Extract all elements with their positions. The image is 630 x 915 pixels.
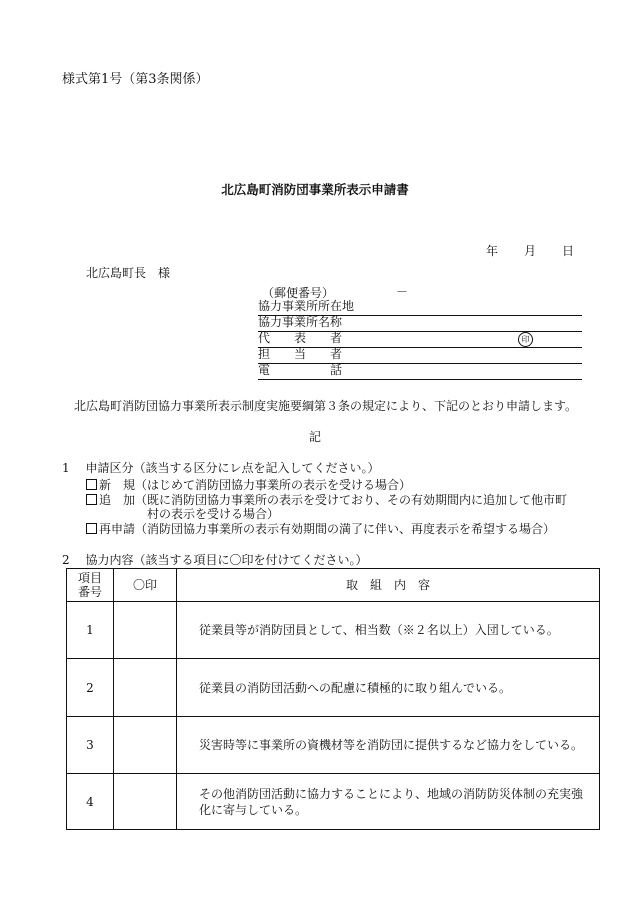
checkbox-add[interactable] [86, 494, 97, 505]
phone-label: 電 話 [258, 363, 343, 377]
company-name-label: 協力事業所名称 [258, 315, 343, 329]
row-mark-cell[interactable] [114, 774, 177, 830]
header-item-number-text: 項目 番号 [77, 571, 102, 599]
person-in-charge-field[interactable] [258, 347, 582, 364]
phone-field[interactable] [258, 363, 582, 380]
person-in-charge-label: 担 当 者 [258, 347, 343, 361]
row-number: 3 [67, 717, 114, 774]
date-month-label: 月 [524, 244, 537, 258]
company-name-field[interactable] [258, 315, 582, 332]
option-new-label: 新 規（はじめて消防団協力事業所の表示を受ける場合） [99, 478, 412, 492]
application-statement: 北広島町消防団協力事業所表示制度実施要綱第３条の規定により、下記のとおり申請します。 [74, 399, 578, 413]
row-mark-cell[interactable] [114, 717, 177, 774]
table-row [67, 659, 600, 717]
date-year-label: 年 [486, 244, 499, 258]
option-reapply[interactable] [86, 520, 555, 537]
table-row [67, 717, 600, 774]
section2-heading: 2 協力内容（該当する項目に〇印を付けてください。） [62, 553, 368, 567]
row-content: 災害時等に事業所の資機材等を消防団に提供するなど協力をしている。 [177, 717, 600, 774]
location-label: 協力事業所所在地 [258, 299, 355, 313]
row-content: 従業員等が消防団員として、相当数（※２名以上）入団している。 [177, 602, 600, 659]
table-row [67, 774, 600, 830]
header-content: 取 組 内 容 [177, 569, 600, 602]
form-number: 様式第1号（第3条関係） [62, 72, 209, 87]
row-number: 4 [67, 774, 114, 830]
checkbox-reapply[interactable] [86, 523, 97, 534]
document-title: 北広島町消防団事業所表示申請書 [221, 182, 409, 197]
table-row [67, 602, 600, 659]
representative-field[interactable] [258, 331, 582, 348]
table-header-row [67, 569, 600, 602]
date-day-label: 日 [562, 244, 575, 258]
option-add-continuation: 村の表示を受ける場合） [147, 507, 280, 521]
addressee: 北広島町長 様 [86, 266, 171, 280]
row-number: 1 [67, 602, 114, 659]
row-number: 2 [67, 659, 114, 717]
ki-heading: 記 [308, 430, 321, 444]
option-add-label: 追 加（既に消防団協力事業所の表示を受けており、その有効期間内に追加して他市町 [99, 493, 568, 507]
postal-code-dash: － [396, 285, 409, 299]
row-content: その他消防団活動に協力することにより、地域の消防防災体制の充実強化に寄与している。 [177, 774, 600, 830]
section1-heading: 1 申請区分（該当する区分にレ点を記入してください。） [62, 461, 380, 475]
option-reapply-label: 再申請（消防団協力事業所の表示有効期間の満了に伴い、再度表示を希望する場合） [99, 522, 556, 536]
representative-label: 代 表 者 [258, 331, 343, 345]
seal-mark: 印 [518, 332, 533, 347]
postal-code-label: （郵便番号） [262, 286, 335, 300]
location-field[interactable] [258, 299, 582, 316]
checkbox-new[interactable] [86, 479, 97, 490]
header-item-number [67, 569, 114, 602]
row-content: 従業員の消防団活動への配慮に積極的に取り組んでいる。 [177, 659, 600, 717]
contribution-table [66, 568, 600, 830]
header-mark: 〇印 [114, 569, 177, 602]
row-mark-cell[interactable] [114, 659, 177, 717]
row-mark-cell[interactable] [114, 602, 177, 659]
